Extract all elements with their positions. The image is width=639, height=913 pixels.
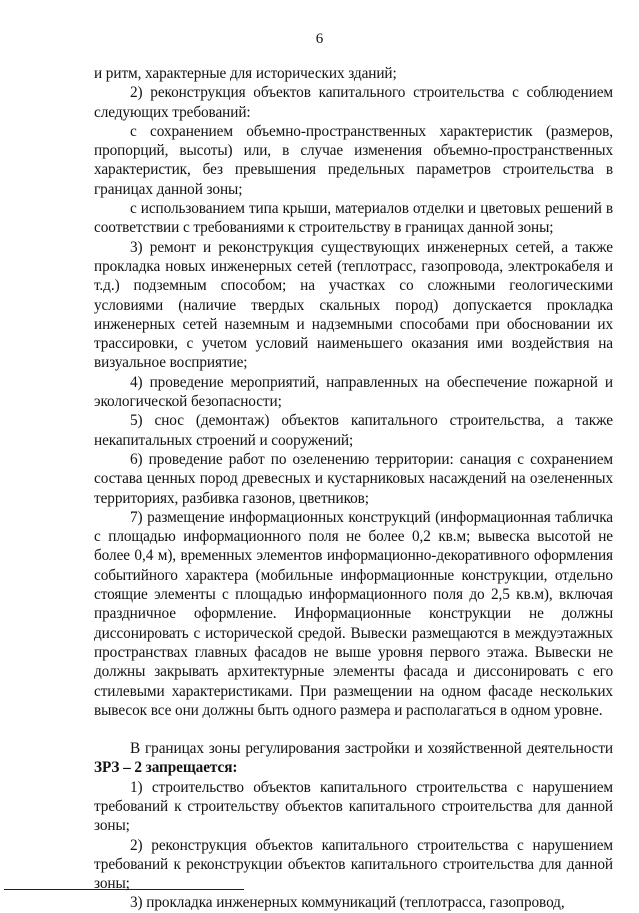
prohibited-item-2: 2) реконструкция объектов капитального строительства с нарушением требований к реконструкции объектов капитального строительства для данной зоны; (94, 836, 613, 893)
page-number: 6 (315, 31, 324, 47)
zone-intro-paragraph (94, 739, 613, 778)
paragraph-continuation: и ритм, характерные для исторических зданий; (94, 65, 397, 82)
prohibited-item-1: 1) строительство объектов капитального строительства с нарушением требований к строительству объектов капитального строительства для данной зоны; (94, 778, 613, 835)
paragraph-subitem-volume: с сохранением объемно-пространственных характеристик (размеров, пропорций, высоты) или, в случае изменения объемно-пространственных характеристик, без превышения предельных параметров строительства в границах данной зоны; (94, 122, 613, 198)
prohibited-item-3: 3) прокладка инженерных коммуникаций (теплотрасса, газопровод, (130, 894, 565, 912)
paragraph-item-2: 2) реконструкция объектов капитального строительства с соблюдением следующих требований: (94, 84, 613, 121)
zone-intro-text: В границах зоны регулирования застройки и хозяйственной деятельности (130, 740, 613, 758)
document-body (94, 64, 613, 913)
paragraph-subitem-roof: с использованием типа крыши, материалов отделки и цветовых решений в соответствии с требованиями к строительству в границах данной зоны; (94, 200, 613, 237)
paragraph-item-4: 4) проведение мероприятий, направленных на обеспечение пожарной и экологической безопасности; (94, 373, 613, 411)
footer-rule (4, 889, 244, 890)
paragraph-item-6: 6) проведение работ по озеленению территории: санация с сохранением состава ценных пород древесных и кустарниковых насаждений на озелененных территориях, разбивка газонов, цветников; (94, 450, 613, 507)
paragraph-item-5: 5) снос (демонтаж) объектов капитального строительства, а также некапитальных строений и сооружений; (94, 412, 613, 449)
zone-prohibited-heading: ЗРЗ – 2 запрещается: (94, 759, 238, 777)
paragraph-item-3: 3) ремонт и реконструкция существующих инженерных сетей, а также прокладка новых инженерных сетей (теплотрасс, газопровода, электрокабеля и т.д.) подземным способом; на участках со сложными геологическими условиями (наличие твердых скальных пород) допускается прокладка инженерных сетей наземным и надземными способами при обосновании их трассировки, с учетом условий наименьшего оказания ими воздействия на визуальное восприятие; (94, 238, 613, 372)
paragraph-item-7: 7) размещение информационных конструкций (информационная табличка с площадью информационного поля не более 0,2 кв.м; вывеска высотой не более 0,4 м), временных элементов информационно-декоративного оформления событийного характера (мобильные информационные конструкции, отдельно стоящие элементы с площадью информационного поля до 2,5 кв.м), включая праздничное оформление. Информационные конструкции не должны диссонировать с исторической средой. Вывески размещаются в междуэтажных пространствах главных фасадов не выше уровня первого этажа. Вывески не должны закрывать архитектурные элементы фасада и диссонировать с его стилевыми характеристиками. При размещении на одном фасаде нескольких вывесок все они должны быть одного размера и располагаться в одном уровне. (94, 508, 613, 719)
